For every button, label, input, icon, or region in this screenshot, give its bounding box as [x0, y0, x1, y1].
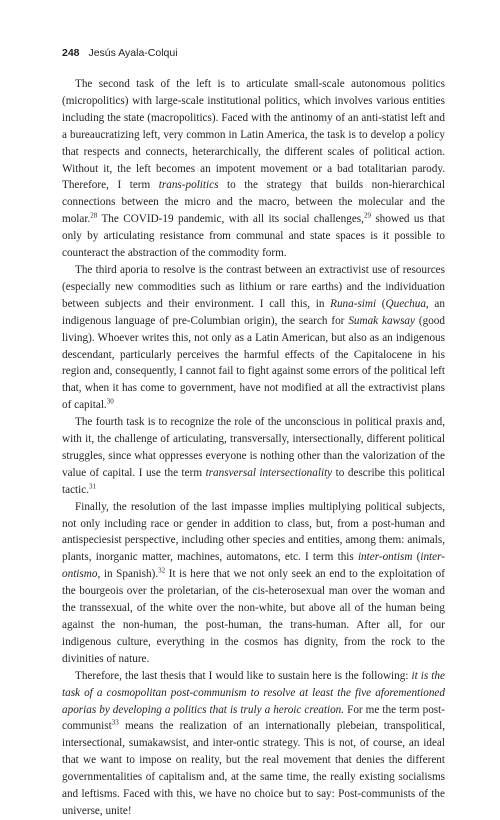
- text-run: For me the term post-communist: [62, 703, 445, 733]
- footnote-reference: 30: [106, 397, 114, 406]
- text-run: The COVID-19 pandemic, with all its social challenges,: [97, 213, 364, 226]
- text-run: showed us that only by articulating resistance from communal and state spaces is it possible to counteract the abstraction of the commodity form.: [62, 213, 445, 260]
- paragraph: [62, 76, 445, 262]
- text-run: , an indigenous language of pre-Columbian origin), the search for: [62, 297, 445, 327]
- italic-text: Sumak kawsay: [348, 314, 415, 327]
- running-head-author: Jesús Ayala-Colqui: [88, 47, 178, 59]
- text-run: (: [412, 551, 421, 564]
- italic-text: Runa-simi: [330, 297, 377, 310]
- italic-text: it is the task of a cosmopolitan post-communism to resolve at least the five aforementioned aporias by developing a politics that is truly a heroic creation.: [62, 669, 445, 716]
- text-run: It is here that we not only seek an end to the exploitation of the bourgeois over the proletarian, of the cis-heterosexual man over the woman and the transsexual, of the white over the non-white, but above all of the human being against the non-human, the post-human, the trans-human. After all, for our indigenous culture, everything in the cosmos has dignity, from the rock to the divinities of nature.: [62, 568, 445, 665]
- footnote-reference: 28: [90, 211, 98, 220]
- italic-text: transversal intersectionality: [205, 466, 333, 479]
- text-run: , in Spanish).: [97, 568, 159, 581]
- running-header: [62, 47, 178, 60]
- text-run: to describe this political tactic.: [62, 466, 445, 496]
- paragraph: [62, 414, 445, 499]
- footnote-reference: 31: [89, 482, 97, 491]
- footnote-reference: 33: [111, 718, 119, 727]
- footnote-reference: 29: [363, 211, 371, 220]
- paragraph: [62, 499, 445, 668]
- paragraph: [62, 668, 445, 820]
- text-run: The second task of the left is to articulate small-scale autonomous politics (micropolitics) with large-scale institutional politics, which involves various entities including the state (macropolitics). Faced with the antinomy of an anti-statist left and a bureaucratizing left, very common in Latin America, the task is to develop a policy that respects and connects, heterarchically, the different scales of political action. Without it, the left becomes an impotent movement or a bad totalitarian parody. Therefore, I term: [62, 78, 445, 192]
- text-run: (good living). Whoever writes this, not only as a Latin American, but also as an indigenous descendant, particularly perceives the harmful effects of the Capitalocene in his region and, consequently, I cannot fail to fight against some errors of the political left that, when it has come to government, have not modified at all the extractivist plans of capital.: [62, 314, 445, 412]
- body-text: [62, 76, 445, 820]
- text-run: (: [376, 297, 386, 310]
- text-run: to the strategy that builds non-hierarchical connections between the micro and the macro, between the molecular and the molar.: [62, 179, 445, 226]
- paragraph: [62, 262, 445, 414]
- text-run: The third aporia to resolve is the contrast between an extractivist use of resources (especially new commodities such as lithium or rare earths) and the individuation between subjects and their environment. I call this, in: [62, 263, 445, 310]
- footnote-reference: 32: [158, 566, 166, 575]
- text-run: The fourth task is to recognize the role of the unconscious in political praxis and, with it, the challenge of articulating, transversally, intersectionally, different political struggles, since what oppresses everyone is nothing other than the valorization of the value of capital. I use the term: [62, 416, 445, 479]
- page-number: 248: [62, 47, 80, 59]
- text-run: Therefore, the last thesis that I would like to sustain here is the following:: [75, 669, 412, 682]
- italic-text: Quechua: [385, 297, 426, 310]
- italic-text: inter-ontismo: [62, 551, 445, 581]
- text-run: Finally, the resolution of the last impasse implies multiplying political subjects, not only including race or gender in addition to class, but, from a post-human and antispeciesist perspective, including other species and entities, among them: animals, plants, inorganic matter, machines, automatons, etc. I term this: [62, 500, 445, 564]
- italic-text: trans-politics: [158, 179, 219, 192]
- italic-text: inter-ontism: [357, 551, 413, 564]
- text-run: means the realization of an internationally plebeian, transpolitical, intersectional, sumakawsist, and inter-ontic strategy. This is not, of course, an ideal that we want to impose on reality, but the real movement that denies the different governmentalities of capitalism and, at the same time, the really existing socialisms and leftisms. Faced with this, we have no choice but to say: Post-communists of the universe, unite!: [62, 720, 445, 817]
